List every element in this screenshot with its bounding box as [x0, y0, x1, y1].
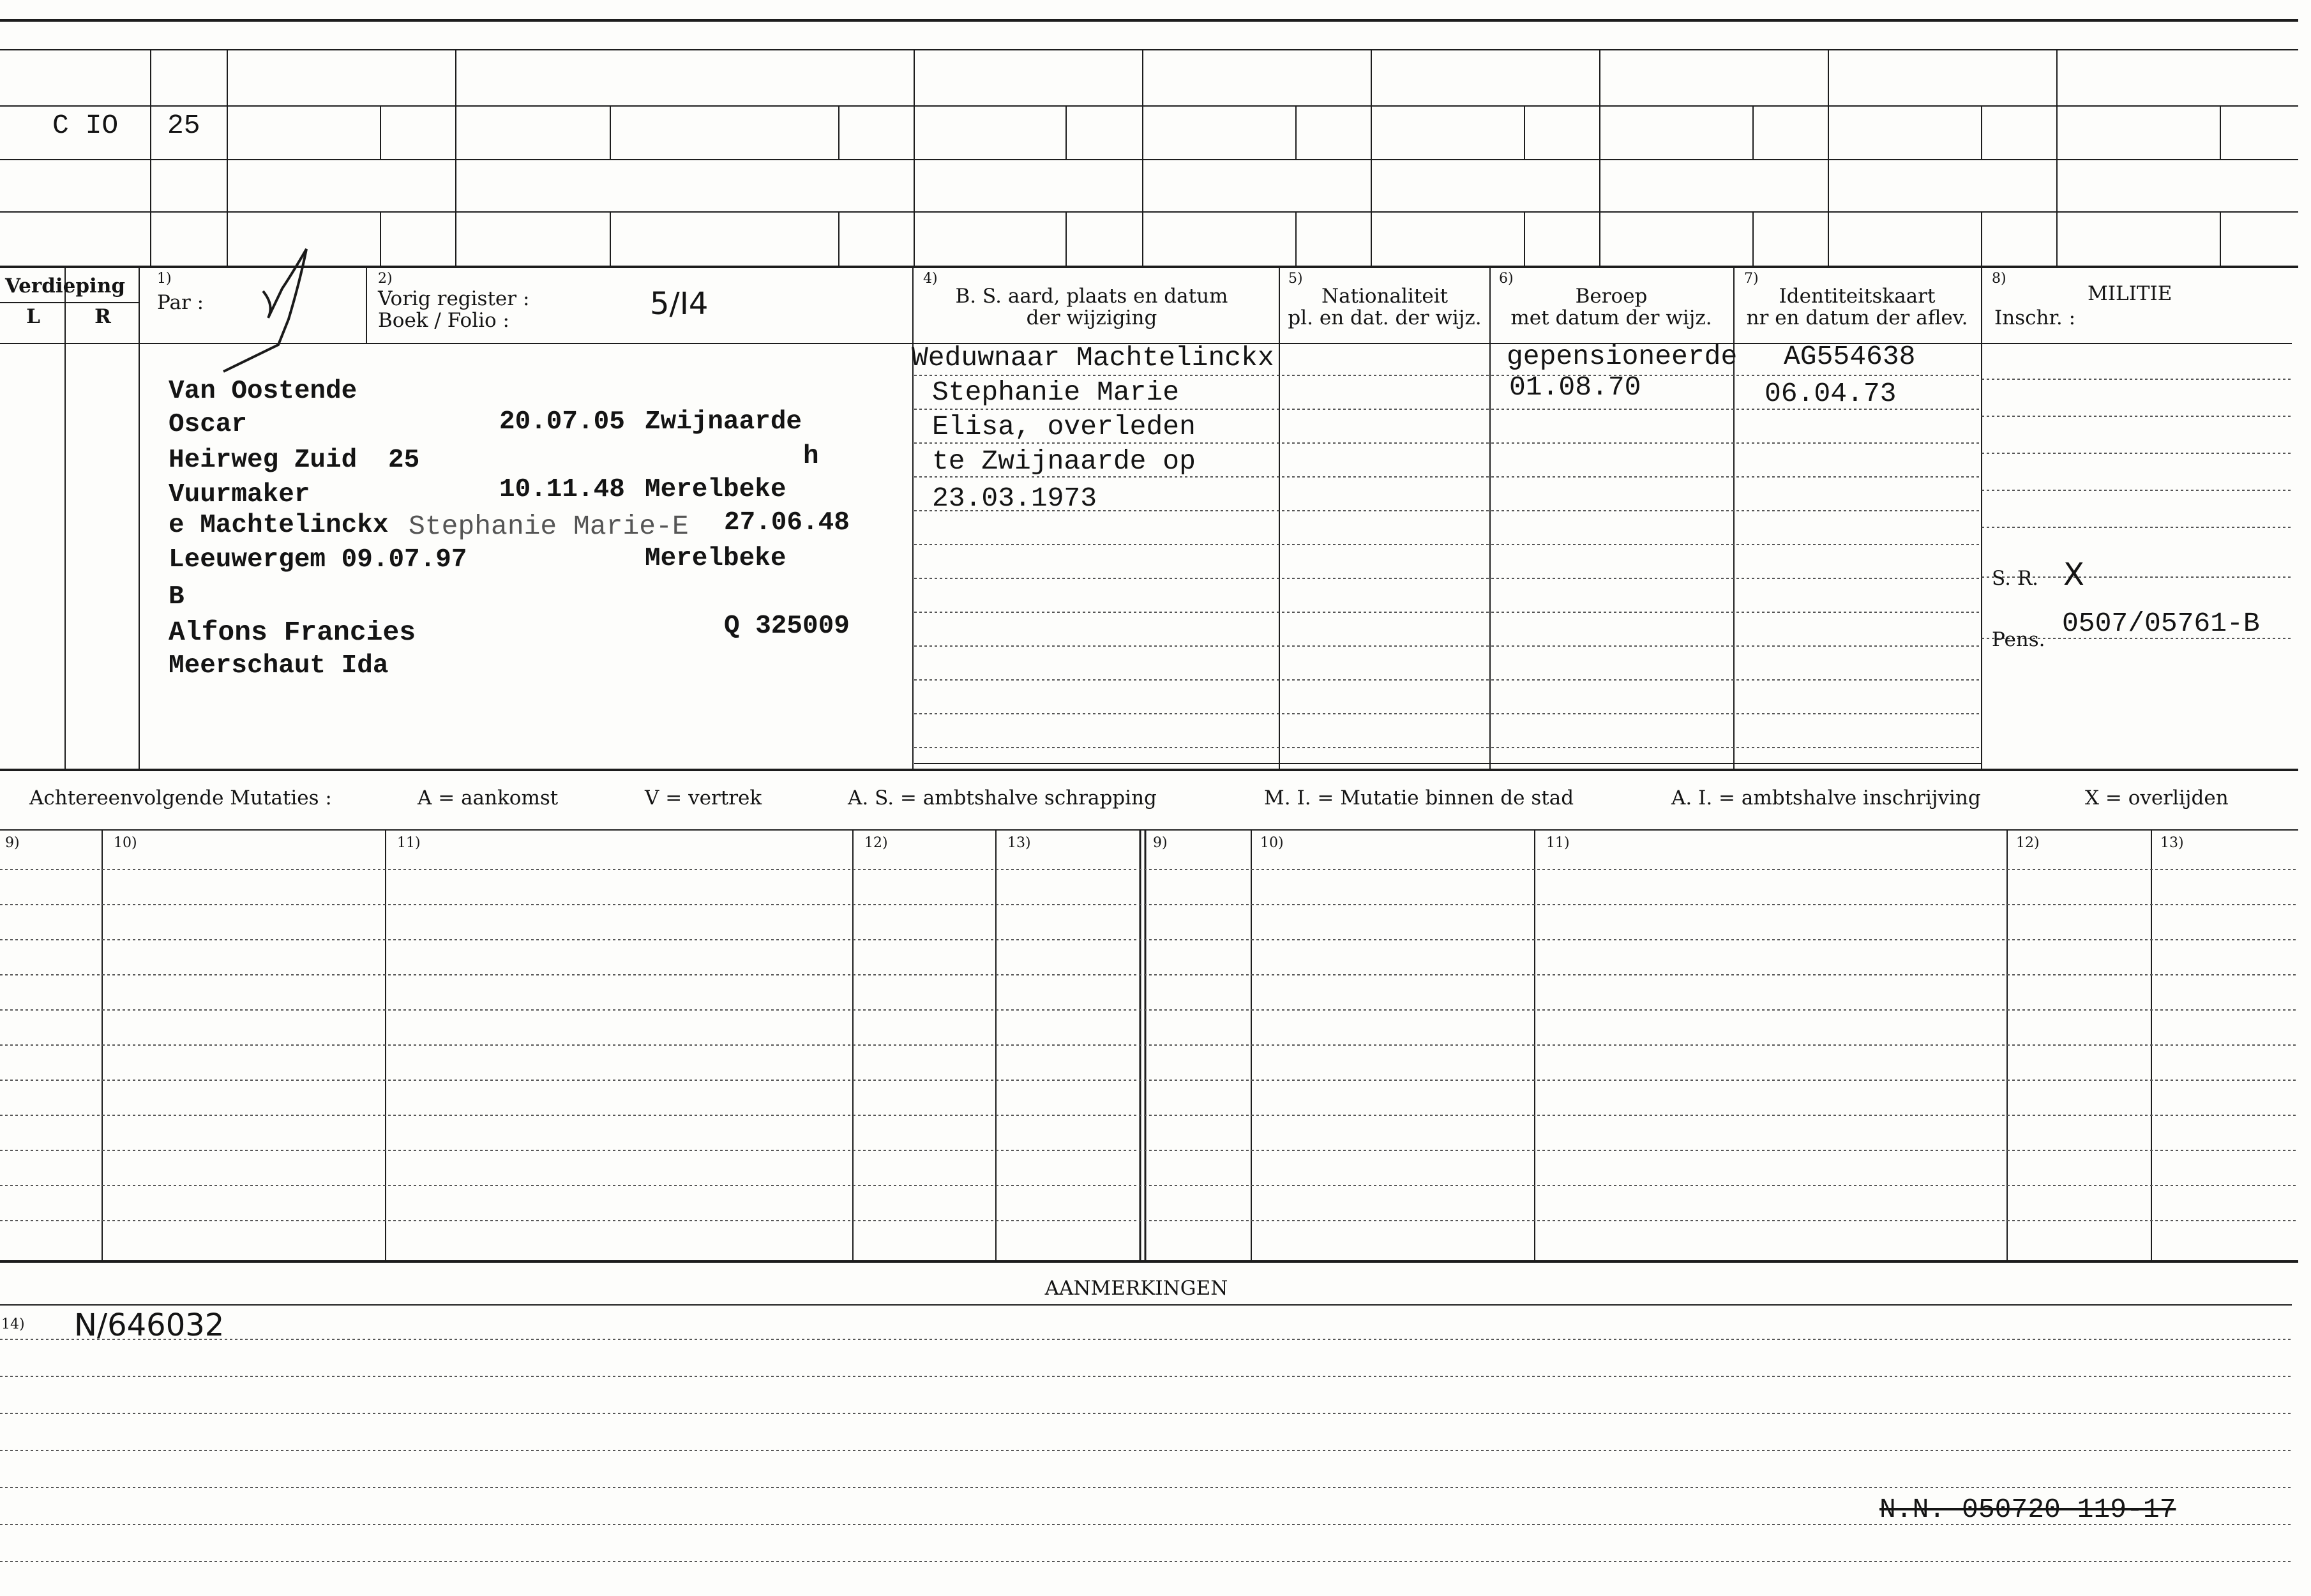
person-mother: Meerschaut Ida: [169, 651, 389, 681]
col2-number: 2): [378, 271, 393, 287]
person-marriage-place: Merelbeke: [645, 475, 787, 504]
person-b-mark: B: [169, 582, 184, 612]
col4-label-b: der wijziging: [1026, 306, 1157, 329]
civil-change-line-2: Stephanie Marie: [932, 377, 1180, 408]
grid-right-col-10: 10): [1260, 835, 1284, 851]
verdieping-r-label: R: [94, 305, 111, 328]
mutation-legend-departure: V = vertrek: [645, 787, 762, 809]
header-number: 25: [167, 110, 200, 141]
remarks-number: 14): [1, 1316, 25, 1332]
col2-label-register: Vorig register :: [378, 287, 530, 310]
previous-register-value: 5/I4: [650, 286, 709, 322]
col4-number: 4): [923, 271, 938, 287]
person-marriage-date: 10.11.48: [499, 475, 625, 504]
col5-label-a: Nationaliteit: [1321, 285, 1449, 308]
person-birth-place: Zwijnaarde: [645, 407, 802, 437]
person-h-mark: h: [803, 442, 819, 471]
militia-pens-value: 0507/05761-B: [2062, 608, 2260, 639]
grid-left-col-10: 10): [114, 835, 137, 851]
person-father: Alfons Francies: [169, 617, 416, 648]
col1-number: 1): [157, 271, 172, 287]
person-spouse-place: Merelbeke: [645, 544, 787, 573]
person-surname: Van Oostende: [169, 377, 358, 406]
mutation-legend-internal-move: M. I. = Mutatie binnen de stad: [1264, 787, 1574, 809]
remarks-title: AANMERKINGEN: [1044, 1277, 1228, 1300]
col7-label-b: nr en datum der aflev.: [1746, 306, 1968, 329]
person-spouse-birth: Leeuwergem 09.07.97: [169, 545, 467, 575]
verdieping-l-label: L: [26, 305, 40, 328]
mutation-legend-ex-officio-removal: A. S. = ambtshalve schrapping: [848, 787, 1157, 809]
civil-change-line-4: te Zwijnaarde op: [932, 446, 1196, 477]
col7-number: 7): [1744, 271, 1759, 287]
col8-label-inschr: Inschr. :: [1994, 306, 2076, 329]
col5-number: 5): [1288, 271, 1303, 287]
col5-label-b: pl. en dat. der wijz.: [1288, 306, 1482, 329]
grid-right-col-13: 13): [2160, 835, 2184, 851]
col7-label-a: Identiteitskaart: [1779, 285, 1936, 308]
person-firstname: Oscar: [169, 410, 248, 439]
col6-label-a: Beroep: [1575, 285, 1648, 308]
col6-number: 6): [1499, 271, 1514, 287]
col8-number: 8): [1992, 271, 2006, 287]
grid-left-col-11: 11): [397, 835, 421, 851]
person-spouse-names: Stephanie Marie-E: [409, 511, 689, 542]
person-birth-date: 20.07.05: [499, 407, 625, 437]
grid-left-col-13: 13): [1007, 835, 1031, 851]
civil-change-line-5: 23.03.1973: [932, 483, 1097, 514]
grid-left-col-9: 9): [5, 835, 20, 851]
occupation-change-status: gepensioneerde: [1507, 341, 1738, 372]
id-card-date: 06.04.73: [1765, 378, 1897, 409]
civil-change-line-3: Elisa, overleden: [932, 411, 1196, 442]
grid-left-col-12: 12): [864, 835, 888, 851]
id-card-number: AG554638: [1784, 341, 1916, 372]
person-spouse: e Machtelinckx: [169, 511, 389, 540]
person-spouse-date: 27.06.48: [724, 508, 850, 538]
person-street: Heirweg Zuid: [169, 446, 358, 475]
grid-right-col-9: 9): [1153, 835, 1168, 851]
militia-sr-mark: X: [2063, 557, 2084, 592]
mutation-legend-death: X = overlijden: [2085, 787, 2229, 809]
col2-label-folio: Boek / Folio :: [378, 309, 509, 332]
person-house-number: 25: [388, 446, 420, 475]
remarks-value: N/646032: [74, 1307, 225, 1343]
mutation-legend-ex-officio-registration: A. I. = ambtshalve inschrijving: [1671, 787, 1981, 809]
occupation-change-date: 01.08.70: [1509, 372, 1641, 403]
person-occupation: Vuurmaker: [169, 480, 310, 509]
grid-right-col-12: 12): [2016, 835, 2040, 851]
col4-label-a: B. S. aard, plaats en datum: [955, 285, 1228, 308]
verdieping-label: Verdieping: [4, 275, 126, 297]
national-number: N.N. 050720 119-17: [1879, 1494, 2176, 1525]
header-code: C IO: [52, 110, 119, 141]
militia-sr-label: S. R.: [1992, 567, 2039, 590]
col8-label-militie: MILITIE: [2088, 282, 2172, 305]
col6-label-b: met datum der wijz.: [1510, 306, 1712, 329]
col1-label: Par :: [157, 291, 204, 314]
mutations-title: Achtereenvolgende Mutaties :: [29, 787, 332, 809]
grid-right-col-11: 11): [1546, 835, 1570, 851]
person-father-id: Q 325009: [724, 612, 850, 641]
mutation-legend-arrival: A = aankomst: [418, 787, 559, 809]
militia-pens-label: Pens.: [1992, 628, 2045, 651]
civil-change-line-1: Weduwnaar Machtelinckx: [912, 342, 1274, 373]
